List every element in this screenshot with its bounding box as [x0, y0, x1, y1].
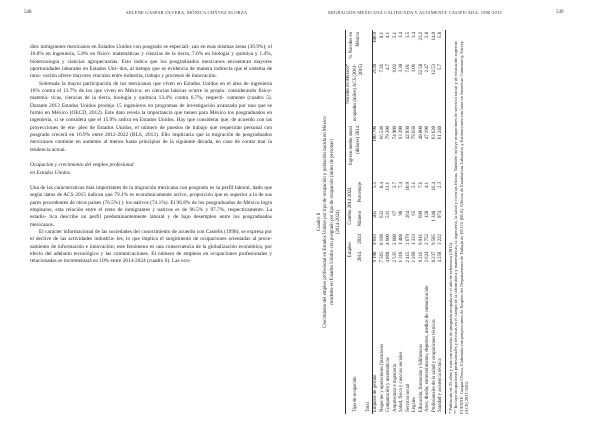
col-header-2014: 2014: [357, 251, 363, 262]
right-running-head: MIGRACIÓN MEXICANA CALIFICADA Y ALTAMENTE CALIFICADA: 1990-2015: [328, 10, 502, 15]
table-note-1: * Población de 25 años y más con estudios de posgrado ocupada en el año de referencia (2015).: [447, 241, 453, 414]
table-note-2: ** Incluye ocupaciones profesionales y técnicas en el campo de la informática y matemáticas, la ingeniería, la salud y ciencias físicas. También incluye ocupaciones de servicio social y de educación superior.: [453, 40, 459, 414]
left-page-number: 548: [24, 10, 32, 15]
table-row: Total: [366, 30, 373, 414]
paragraph-1: diez inmigrantes mexicanos en Estados Unidos con posgrado se especiali- zan en esas mismas áreas (30.9%); el 16.0% en ingeniería, 5.8% en físico- matemáticas y ciencias de la tierra, 7.6% en biología y química y 1.4%, biotecnología y ciencias agropecuarias. Esto indica que los posgraduados mexicanos encuentran mayores oportunidades laborales en Estados Uni- dos, al tiempo que se evidencia de manera indirecta que el sistema de inno- vación ofrece mayores vínculos entre industria, trabajo y procesos de innovación.: [30, 44, 273, 80]
col-header-number: Número: [357, 210, 363, 227]
table-title-line-3: (2014-2024): [335, 209, 341, 235]
paragraph-2: Sobresale la mayor participación de los mexicanos que viven en Estados Unidos en el área de ingeniería 16% contra el 13.7% de los que viven en México; en ciencias básicas ocurre lo propio: considerando físico-matemá- ticas, ciencias de la tierra, biología y química 13.4% contra 6.7%, respecti- vamente (cuadro 5). Durante 2012 Estados Unidos produjo 15 ingenieros en programas de investigación avanzada por uno que se formó en México (OECD, 2012). Este dato revela la importancia que tienen para México los posgraduados en ingeniería, si se considera que el 15.9% radica en Estados Unidos. Hay que considerar que, de acuerdo con las proyecciones de em- pleo de Estados Unidos, el número de puestos de trabajo que requerirán personal con posgrado crecerá en 16.9% entre 2012-2022 (BLS, 2013). Ello implicaría que la migración de posgraduados mexicanos continúe en aumento al menos hasta principios de la siguiente década, en caso de contar mar la tendencia actual.: [30, 80, 273, 153]
table-source: FUENTE: Gaspar Olvera. Elaborado con proyecciones de Empleo del Departamento de Trabajo de EE.UU (BLS). Oficina de Estadísticas Laborales y Estimaciones con base en American Community Survey (ACS) 2011-2015.: [458, 40, 470, 414]
left-running-head: SELENE GASPAR OLVERA, MÓNICA CHÁVEZ ELORZA: [126, 10, 248, 15]
table-caption: [317, 30, 342, 414]
paragraph-4: El carácter informacional de las sociedades del conocimiento de acuerdo con Castells (1998), se expresa por el declive de las actividades industria- les, lo que implica el surgimiento de ocupaciones orientadas al proce- samiento de información e innovación; este fenómeno es una consecuencia de la globalización económica, por efecto del adelanto tecnológico y las comunicaciones. El número de empleos en ocupaciones profesionales y relacionadas se incrementará en 10% entre 2014-2024 (cuadro 6). Las ocu-: [30, 228, 273, 265]
col-header-employment: Empleo: [346, 232, 356, 267]
table-row: Negocios y operaciones financieras 7 565 8 198 632 8.4 66 530 7.26 8.1: [379, 32, 385, 412]
right-page-number: 549: [556, 10, 564, 15]
table-row: Sanidad y asistencia técnica 4 258 3 222 974 2.3 61 240 5.7 5.8: [438, 32, 444, 412]
table-row: Legales 1 268 1 333 65 5.1 79 650 3.06 3.4: [412, 32, 418, 412]
section-title: Ocupación y crecimiento del empleo profesional en Estados Unidos: [30, 162, 134, 176]
col-header-pct-born: % Nacidos en México: [346, 30, 366, 62]
table-label: Cuadro 6: [317, 212, 322, 232]
left-body-text: [30, 44, 272, 266]
rotated-table-block: [317, 30, 589, 414]
table-row: Educación, formación y bibliotecas 9 216 9 916 699 7.6 48 000 22.58 23.2: [418, 32, 424, 412]
table-row: Profesionales de la salud y ocupaciones técnicas 8 237 9 585 1 348 16.4 63 620 12.53 14.0: [431, 32, 437, 412]
table-notes: [448, 30, 470, 414]
employment-table: [345, 30, 446, 414]
table-row: Arquitectura e ingeniería 2 535 2 600 67 2.7 74 900 6.02 5.1: [392, 32, 398, 412]
table-title-line-1: Crecimiento del empleo profesional en Estados Unidos por tipo de ocupación y población nacida en México: [323, 116, 329, 328]
table-row: Artes, diseño, entretenimiento, deportes, medios de comunicación 2 624 2 752 128 4.1 47 190 2.47 2.8: [425, 32, 431, 412]
col-header-percent: Porcentaje: [357, 182, 363, 203]
col-header-wage: Ingreso medio anual (dólares) 2014: [346, 124, 366, 180]
col-header-born-mexico: Nacidos en México* ocupados (miles) ACS (2011-2015): [346, 62, 366, 124]
table-row: Servicio social 2 415 2 679 264 10.9 42 930 7.01 3.5: [405, 32, 411, 412]
table-title-line-2: residente en Estados Unidos con posgrado por tipo de ocupación (miles de personas): [329, 139, 335, 305]
table-row: Computación y matemáticas 4 068 4 600 531 13.1 79 390 4.7 4.1: [386, 32, 392, 412]
paragraph-3: Una de las características más importantes de la migración mexicana con posgrado es su perfil laboral, dado que según datos de ACS 2015 indican que 79.1% es económicamente activo, proporción que es superior a la de sus pares procedentes de otros países (76.5%) y los nativos (74.1%). El 96.8% de los posgraduados de México logra emplearse, esta relación entre el resto de inmigrantes y nativos es de 96.5% y 97.7%, respectivamente. La estadís- tica describe un perfil predominantemente laboral y de bajo desempleo entre los posgraduados mexicanos.: [30, 184, 273, 228]
table-row: Empleos de gestión 9 198 9 693 505 5.5 100 790 2138 100.0: [373, 32, 379, 412]
col-header-2024: 2024: [357, 234, 363, 244]
col-header-occupation: Tipo de ocupación: [346, 267, 366, 414]
col-header-change: Cambio 2014-2024: [346, 180, 356, 232]
table-row: Salud, física y ciencias sociales 1 310 1 408 98 7.4 63 390 3.38 3.4: [399, 32, 405, 412]
